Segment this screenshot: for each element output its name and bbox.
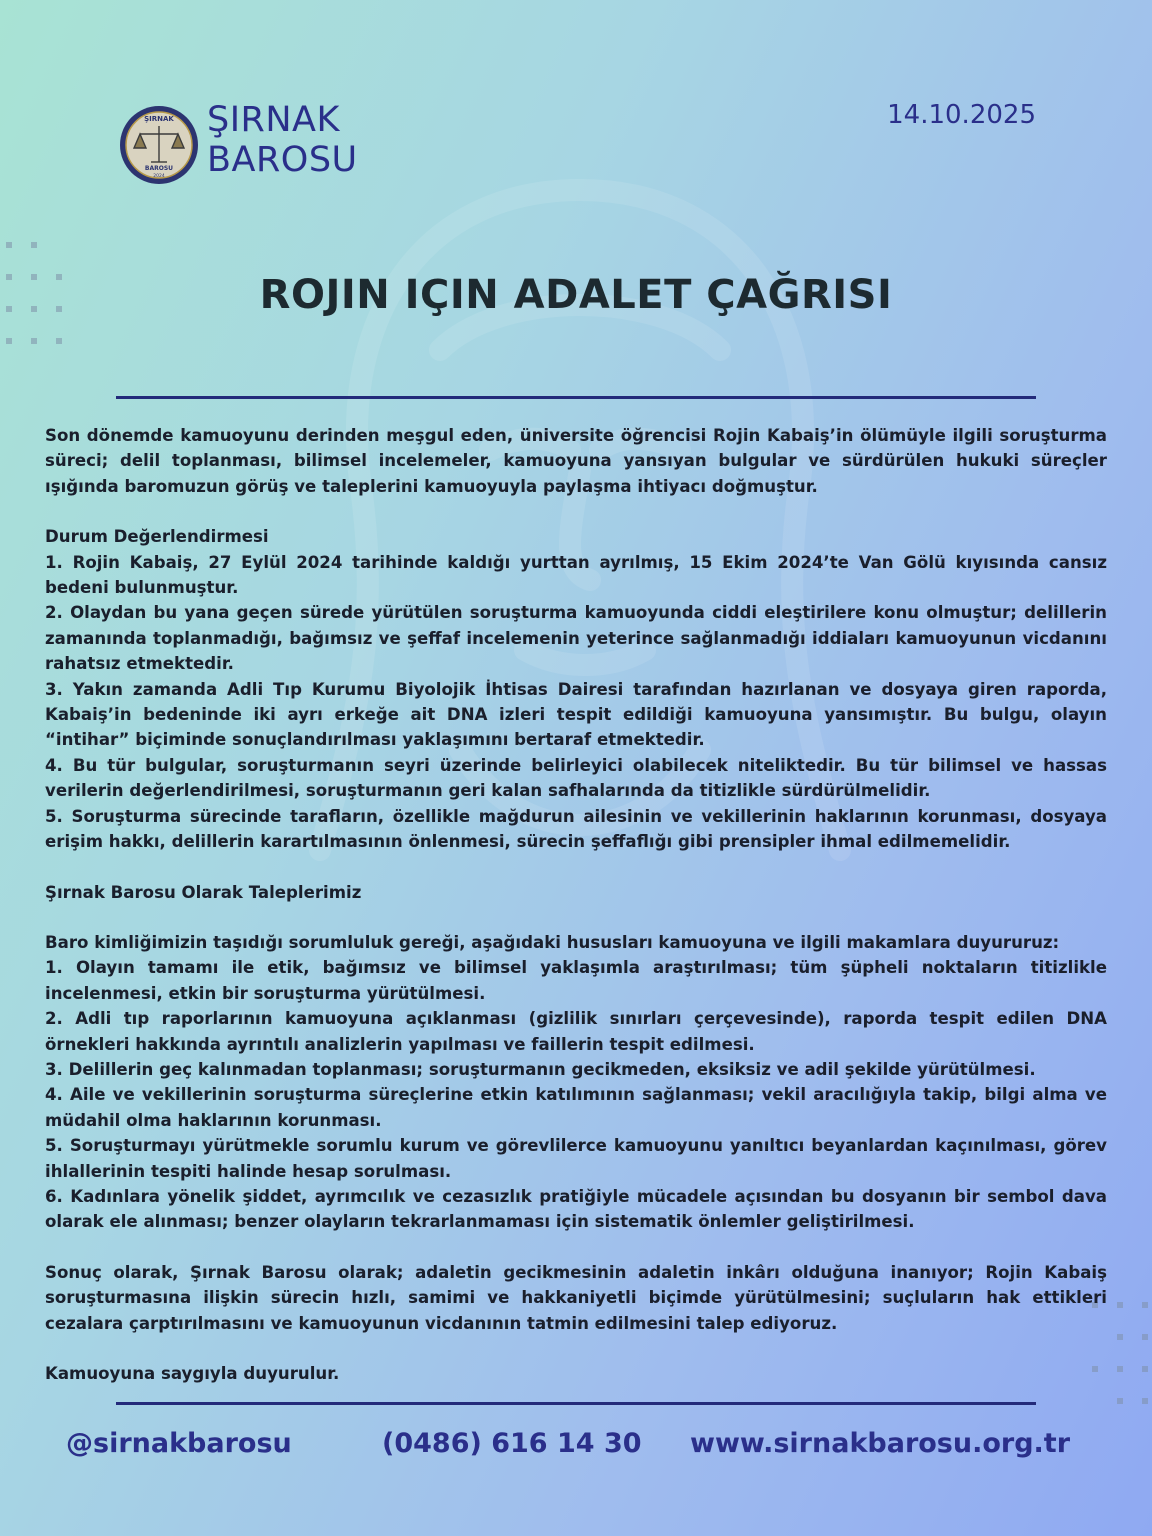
demand-item-1: 1. Olayın tamamı ile etik, bağımsız ve bilimsel yaklaşımla araştırılması; tüm şüpheli noktaların titizlikle incelenmesi, etkin bir soruşturma yürütülmesi.	[45, 958, 1107, 1003]
intro-paragraph: Son dönemde kamuoyunu derinden meşgul eden, üniversite öğrencisi Rojin Kabaiş’in ölümüyle ilgili soruşturma süreci; delil toplanması, bilimsel incelemeler, kamuoyuna yansıyan bulgular ve sürdürülen hukuki süreçler ışığında baromuzun görüş ve taleplerini kamuoyuyla paylaşma ihtiyacı doğmuştur.	[45, 426, 1107, 496]
demand-item-2: 2. Adli tıp raporlarının kamuoyuna açıklanması (gizlilik sınırları çerçevesinde), raporda tespit edilen DNA örnekleri hakkında ayrıntılı analizlerin yapılması ve faillerin tespit edilmesi.	[45, 1009, 1107, 1054]
assessment-item-2: 2. Olaydan bu yana geçen sürede yürütülen soruşturma kamuoyunda ciddi eleştirilere konu olmuştur; delillerin zamanında toplanmadığı, bağımsız ve şeffaf incelemenin yeterince sağlanmadığı iddiaları kamuoyunun vicdanını rahatsız etmektedir.	[45, 603, 1107, 674]
bar-association-logo	[118, 104, 200, 186]
assessment-item-3: 3. Yakın zamanda Adli Tıp Kurumu Biyolojik İhtisas Dairesi tarafından hazırlanan ve dosyaya giren raporda, Kabaiş’in bedeninde iki ayrı erkeğe ait DNA izleri tespit edildiği kamuoyuna yansımıştır. Bu bulgu, olayın “intihar” biçiminde sonuçlandırılması yaklaşımını bertaraf etmektedir.	[45, 679, 1107, 750]
section-heading-demands: Şırnak Barosu Olarak Taleplerimiz	[45, 882, 362, 902]
brand-line-1: ŞIRNAK	[207, 100, 340, 140]
brand-line-2: BAROSU	[207, 140, 358, 180]
demand-item-6: 6. Kadınlara yönelik şiddet, ayrımcılık ve cezasızlık pratiğiyle mücadele açısından bu dosyanın bir sembol dava olarak ele alınması; benzer olayların tekrarlanmaması için sistematik önlemler geliştirilmesi.	[45, 1186, 1107, 1232]
brand-name	[207, 100, 358, 180]
bottom-divider	[116, 1402, 1036, 1405]
page-title: ROJIN IÇIN ADALET ÇAĞRISI	[259, 272, 893, 318]
assessment-item-1: 1. Rojin Kabaiş, 27 Eylül 2024 tarihinde kaldığı yurttan ayrılmış, 15 Ekim 2024’te Van Gölü kıyısında cansız bedeni bulunmuştur.	[45, 552, 1107, 598]
statement-body	[45, 423, 1107, 1386]
demands-lead: Baro kimliğimizin taşıdığı sorumluluk gereği, aşağıdaki hususları kamuoyuna ve ilgili makamlara duyururuz:	[45, 932, 1060, 952]
conclusion-paragraph: Sonuç olarak, Şırnak Barosu olarak; adaletin gecikmesinin adaletin inkârı olduğuna inanıyor; Rojin Kabaiş soruşturmasına ilişkin sürecin hızlı, samimi ve hakkaniyetli biçimde yürütülmesini; suçluların hak ettikleri cezalara çarptırılmasını ve kamuoyunun vicdanının tatmin edilmesini talep ediyoruz.	[45, 1262, 1107, 1333]
logo-year: 2024	[153, 174, 165, 179]
closing-line: Kamuoyuna saygıyla duyurulur.	[45, 1364, 340, 1383]
demand-item-3: 3. Delillerin geç kalınmadan toplanması; soruşturmanın gecikmeden, eksiksiz ve adil şekilde yürütülmesi.	[45, 1059, 1036, 1079]
logo-bottom-text: BAROSU	[144, 165, 174, 172]
footer-website[interactable]: www.sirnakbarosu.org.tr	[690, 1428, 1071, 1459]
section-heading-assessment: Durum Değerlendirmesi	[45, 527, 269, 547]
top-divider	[116, 396, 1036, 399]
footer-phone[interactable]: (0486) 616 14 30	[382, 1428, 642, 1459]
demand-item-4: 4. Aile ve vekillerinin soruşturma süreçlerine etkin katılımının sağlanması; vekil aracılığıyla takip, bilgi alma ve müdahil olma haklarının korunması.	[45, 1085, 1107, 1130]
logo-top-text: ŞIRNAK	[144, 115, 174, 123]
demand-item-5: 5. Soruşturmayı yürütmekle sorumlu kurum ve görevlilerce kamuoyunu yanıltıcı beyanlardan kaçınılması, görev ihlallerinin tespiti halinde hesap sorulması.	[45, 1136, 1107, 1181]
publication-date: 14.10.2025	[887, 100, 1036, 130]
footer-social-handle[interactable]: @sirnakbarosu	[66, 1428, 292, 1459]
assessment-item-4: 4. Bu tür bulgular, soruşturmanın seyri üzerinde belirleyici olabilecek niteliktedir. Bu tür bilimsel ve hassas verilerin değerlendirilmesi, soruşturmanın geri kalan safhalarında da titizlikle sürdürülmelidir.	[45, 755, 1107, 801]
assessment-item-5: 5. Soruşturma sürecinde tarafların, özellikle mağdurun ailesinin ve vekillerinin haklarının korunması, dosyaya erişim hakkı, delillerin karartılmasının önlenmesi, sürecin şeffaflığı gibi prensipler ihmal edilmemelidir.	[45, 806, 1107, 852]
